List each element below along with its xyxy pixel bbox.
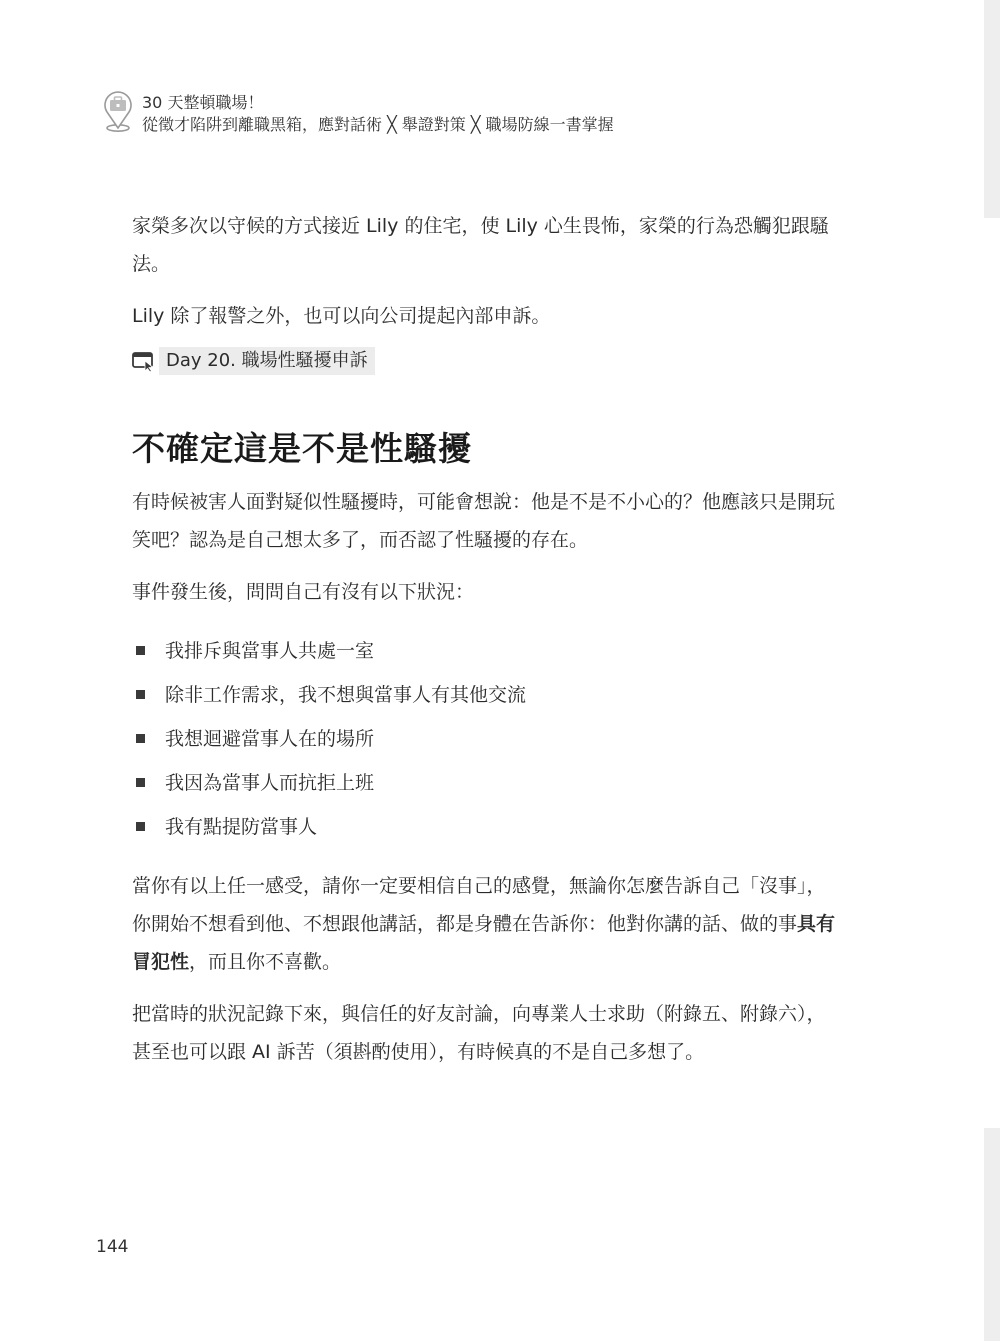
paragraph-trust-feelings bbox=[132, 867, 844, 981]
page-edge-rail bbox=[984, 0, 1000, 1341]
paragraph-record-and-seek-help: 把當時的狀況記錄下來，與信任的好友討論，向專業人士求助（附錄五、附錄六），甚至也可以跟 AI 訴苦（須斟酌使用），有時候真的不是自己多想了。 bbox=[132, 1003, 826, 1063]
square-bullet-icon bbox=[136, 690, 145, 699]
square-bullet-icon bbox=[136, 778, 145, 787]
list-item-text: 我有點提防當事人 bbox=[165, 816, 318, 838]
paragraph-checklist-intro: 事件發生後，問問自己有沒有以下狀況： bbox=[132, 581, 475, 603]
book-subtitle: 從徵才陷阱到離職黑箱，應對話術 ╳ 舉證對策 ╳ 職場防線一書掌握 bbox=[142, 115, 614, 134]
list-item bbox=[132, 761, 844, 805]
list-item bbox=[132, 629, 844, 673]
reference-link-day20[interactable]: Day 20. 職場性騷擾申訴 bbox=[159, 347, 375, 375]
section-heading: 不確定這是不是性騷擾 bbox=[132, 429, 472, 468]
list-item-text: 我想迴避當事人在的場所 bbox=[165, 728, 375, 750]
list-item-text: 我排斥與當事人共處一室 bbox=[165, 640, 375, 662]
square-bullet-icon bbox=[136, 822, 145, 831]
paragraph-text: ，而且你不喜歡。 bbox=[189, 951, 342, 973]
book-title: 30 天整頓職場！ bbox=[142, 93, 264, 112]
list-item bbox=[132, 673, 844, 717]
list-item-text: 除非工作需求，我不想與當事人有其他交流 bbox=[165, 684, 527, 706]
paragraph-internal-complaint: Lily 除了報警之外，也可以向公司提起內部申訴。 bbox=[132, 305, 551, 327]
running-header bbox=[100, 88, 700, 136]
window-cursor-icon bbox=[132, 350, 154, 372]
page-edge-marker bbox=[984, 218, 1000, 1128]
list-item bbox=[132, 805, 844, 849]
briefcase-pin-icon bbox=[100, 88, 136, 134]
square-bullet-icon bbox=[136, 646, 145, 655]
cross-reference bbox=[132, 347, 844, 377]
symptom-list bbox=[132, 629, 844, 849]
emphasis-offensive: 具有冒犯性 bbox=[132, 913, 836, 973]
square-bullet-icon bbox=[136, 734, 145, 743]
page-number: 144 bbox=[96, 1237, 129, 1257]
paragraph-doubt: 有時候被害人面對疑似性騷擾時，可能會想說：他是不是不小心的？他應該只是開玩笑吧？認為是自己想太多了，而否認了性騷擾的存在。 bbox=[132, 491, 836, 551]
list-item bbox=[132, 717, 844, 761]
paragraph-stalking: 家榮多次以守候的方式接近 Lily 的住宅，使 Lily 心生畏怖，家榮的行為恐觸犯跟騷法。 bbox=[132, 215, 829, 275]
list-item-text: 我因為當事人而抗拒上班 bbox=[165, 772, 375, 794]
paragraph-text: 當你有以上任一感受，請你一定要相信自己的感覺，無論你怎麼告訴自己「沒事」，你開始不想看到他、不想跟他講話，都是身體在告訴你：他對你講的話、做的事 bbox=[132, 875, 826, 935]
page-content bbox=[132, 207, 844, 1071]
